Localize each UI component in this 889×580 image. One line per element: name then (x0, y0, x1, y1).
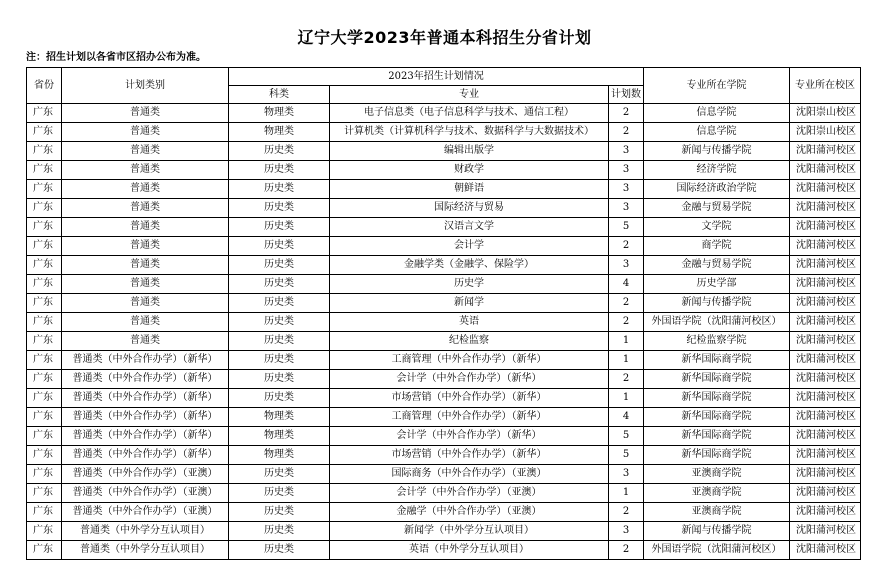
cell-subject: 历史类 (229, 351, 330, 370)
cell-subject: 历史类 (229, 161, 330, 180)
cell-campus: 沈阳蒲河校区 (790, 465, 861, 484)
cell-college: 新华国际商学院 (644, 427, 790, 446)
cell-province: 广东 (27, 541, 62, 560)
cell-campus: 沈阳蒲河校区 (790, 541, 861, 560)
cell-subject: 历史类 (229, 332, 330, 351)
table-row (27, 161, 861, 180)
table-row (27, 180, 861, 199)
cell-major: 计算机类（计算机科学与技术、数据科学与大数据技术） (330, 123, 609, 142)
cell-plan-category: 普通类（中外合作办学）（新华） (62, 446, 229, 465)
cell-province: 广东 (27, 351, 62, 370)
cell-count: 3 (609, 180, 644, 199)
cell-count: 1 (609, 332, 644, 351)
cell-province: 广东 (27, 180, 62, 199)
cell-subject: 物理类 (229, 104, 330, 123)
cell-province: 广东 (27, 123, 62, 142)
cell-college: 新闻与传播学院 (644, 294, 790, 313)
cell-college: 亚澳商学院 (644, 503, 790, 522)
table-row (27, 294, 861, 313)
header-major: 专业 (330, 86, 609, 104)
cell-count: 2 (609, 123, 644, 142)
cell-campus: 沈阳蒲河校区 (790, 522, 861, 541)
cell-province: 广东 (27, 408, 62, 427)
page-title: 辽宁大学2023年普通本科招生分省计划 (297, 28, 592, 47)
cell-plan-category: 普通类 (62, 161, 229, 180)
cell-college: 纪检监察学院 (644, 332, 790, 351)
cell-campus: 沈阳蒲河校区 (790, 180, 861, 199)
table-row (27, 351, 861, 370)
cell-campus: 沈阳蒲河校区 (790, 275, 861, 294)
table-row (27, 503, 861, 522)
cell-major: 会计学（中外合作办学）（新华） (330, 370, 609, 389)
cell-major: 编辑出版学 (330, 142, 609, 161)
cell-college: 国际经济政治学院 (644, 180, 790, 199)
cell-count: 5 (609, 218, 644, 237)
cell-plan-category: 普通类（中外学分互认项目） (62, 541, 229, 560)
cell-major: 金融学（中外合作办学）（亚澳） (330, 503, 609, 522)
cell-province: 广东 (27, 522, 62, 541)
cell-campus: 沈阳蒲河校区 (790, 332, 861, 351)
cell-count: 2 (609, 104, 644, 123)
cell-plan-category: 普通类 (62, 142, 229, 161)
cell-plan-category: 普通类（中外合作办学）（新华） (62, 408, 229, 427)
cell-province: 广东 (27, 446, 62, 465)
cell-province: 广东 (27, 294, 62, 313)
cell-province: 广东 (27, 313, 62, 332)
cell-campus: 沈阳蒲河校区 (790, 427, 861, 446)
cell-subject: 物理类 (229, 123, 330, 142)
cell-count: 3 (609, 199, 644, 218)
table-row (27, 541, 861, 560)
cell-major: 历史学 (330, 275, 609, 294)
cell-province: 广东 (27, 104, 62, 123)
cell-plan-category: 普通类 (62, 275, 229, 294)
cell-count: 2 (609, 370, 644, 389)
cell-count: 1 (609, 484, 644, 503)
cell-count: 3 (609, 522, 644, 541)
cell-province: 广东 (27, 161, 62, 180)
cell-major: 会计学（中外合作办学）（亚澳） (330, 484, 609, 503)
cell-major: 会计学（中外合作办学）（新华） (330, 427, 609, 446)
cell-campus: 沈阳蒲河校区 (790, 218, 861, 237)
cell-subject: 历史类 (229, 142, 330, 161)
cell-campus: 沈阳蒲河校区 (790, 313, 861, 332)
cell-count: 1 (609, 351, 644, 370)
cell-province: 广东 (27, 484, 62, 503)
cell-plan-category: 普通类 (62, 332, 229, 351)
cell-subject: 历史类 (229, 275, 330, 294)
cell-subject: 历史类 (229, 503, 330, 522)
cell-plan-category: 普通类 (62, 294, 229, 313)
cell-subject: 历史类 (229, 541, 330, 560)
cell-college: 金融与贸易学院 (644, 256, 790, 275)
cell-subject: 历史类 (229, 237, 330, 256)
cell-major: 国际商务（中外合作办学）（亚澳） (330, 465, 609, 484)
cell-campus: 沈阳蒲河校区 (790, 351, 861, 370)
cell-subject: 历史类 (229, 218, 330, 237)
cell-province: 广东 (27, 275, 62, 294)
cell-college: 信息学院 (644, 123, 790, 142)
cell-college: 新华国际商学院 (644, 408, 790, 427)
cell-campus: 沈阳蒲河校区 (790, 237, 861, 256)
cell-major: 汉语言文学 (330, 218, 609, 237)
cell-major: 国际经济与贸易 (330, 199, 609, 218)
cell-plan-category: 普通类（中外合作办学）（亚澳） (62, 484, 229, 503)
cell-campus: 沈阳蒲河校区 (790, 408, 861, 427)
table-row (27, 332, 861, 351)
cell-province: 广东 (27, 427, 62, 446)
header-row (27, 68, 861, 86)
note-text: 注：招生计划以各省市区招办公布为准。 (26, 52, 206, 63)
cell-major: 工商管理（中外合作办学）（新华） (330, 351, 609, 370)
cell-count: 2 (609, 237, 644, 256)
table-row (27, 237, 861, 256)
table-row (27, 389, 861, 408)
table-row (27, 218, 861, 237)
table-row (27, 275, 861, 294)
cell-campus: 沈阳蒲河校区 (790, 161, 861, 180)
cell-subject: 历史类 (229, 199, 330, 218)
cell-province: 广东 (27, 370, 62, 389)
cell-count: 4 (609, 275, 644, 294)
cell-plan-category: 普通类（中外合作办学）（新华） (62, 389, 229, 408)
cell-plan-category: 普通类 (62, 199, 229, 218)
cell-campus: 沈阳蒲河校区 (790, 142, 861, 161)
cell-count: 1 (609, 389, 644, 408)
header-province: 省份 (27, 68, 62, 104)
cell-province: 广东 (27, 465, 62, 484)
header-count: 计划数 (609, 86, 644, 104)
cell-campus: 沈阳蒲河校区 (790, 294, 861, 313)
header-subject: 科类 (229, 86, 330, 104)
cell-count: 5 (609, 446, 644, 465)
cell-province: 广东 (27, 503, 62, 522)
cell-college: 文学院 (644, 218, 790, 237)
cell-campus: 沈阳蒲河校区 (790, 199, 861, 218)
cell-college: 新闻与传播学院 (644, 522, 790, 541)
table-row (27, 522, 861, 541)
cell-count: 2 (609, 541, 644, 560)
cell-plan-category: 普通类 (62, 180, 229, 199)
cell-college: 外国语学院（沈阳蒲河校区） (644, 541, 790, 560)
cell-subject: 历史类 (229, 294, 330, 313)
cell-count: 4 (609, 408, 644, 427)
cell-count: 3 (609, 161, 644, 180)
cell-college: 新华国际商学院 (644, 389, 790, 408)
cell-count: 2 (609, 313, 644, 332)
cell-college: 商学院 (644, 237, 790, 256)
cell-college: 亚澳商学院 (644, 465, 790, 484)
cell-plan-category: 普通类（中外合作办学）（新华） (62, 370, 229, 389)
cell-count: 3 (609, 142, 644, 161)
cell-province: 广东 (27, 142, 62, 161)
cell-count: 5 (609, 427, 644, 446)
table-row (27, 142, 861, 161)
cell-college: 经济学院 (644, 161, 790, 180)
cell-major: 新闻学 (330, 294, 609, 313)
cell-subject: 历史类 (229, 484, 330, 503)
table-header (27, 68, 861, 104)
table-row (27, 256, 861, 275)
cell-college: 外国语学院（沈阳蒲河校区） (644, 313, 790, 332)
cell-subject: 物理类 (229, 427, 330, 446)
cell-province: 广东 (27, 256, 62, 275)
cell-plan-category: 普通类 (62, 256, 229, 275)
table-row (27, 465, 861, 484)
table-row (27, 123, 861, 142)
cell-subject: 历史类 (229, 313, 330, 332)
cell-province: 广东 (27, 199, 62, 218)
cell-plan-category: 普通类（中外合作办学）（亚澳） (62, 465, 229, 484)
cell-major: 会计学 (330, 237, 609, 256)
cell-count: 3 (609, 256, 644, 275)
cell-subject: 历史类 (229, 389, 330, 408)
cell-plan-category: 普通类 (62, 237, 229, 256)
cell-campus: 沈阳蒲河校区 (790, 370, 861, 389)
cell-plan-category: 普通类（中外学分互认项目） (62, 522, 229, 541)
cell-plan-category: 普通类 (62, 123, 229, 142)
header-plan-group: 2023年招生计划情况 (229, 68, 644, 86)
cell-major: 纪检监察 (330, 332, 609, 351)
cell-college: 新华国际商学院 (644, 446, 790, 465)
cell-province: 广东 (27, 389, 62, 408)
table-row (27, 484, 861, 503)
header-campus: 专业所在校区 (790, 68, 861, 104)
cell-plan-category: 普通类 (62, 104, 229, 123)
table-body (27, 104, 861, 560)
header-college: 专业所在学院 (644, 68, 790, 104)
cell-major: 市场营销（中外合作办学）（新华） (330, 446, 609, 465)
cell-major: 工商管理（中外合作办学）（新华） (330, 408, 609, 427)
cell-plan-category: 普通类（中外合作办学）（新华） (62, 351, 229, 370)
cell-major: 朝鲜语 (330, 180, 609, 199)
cell-province: 广东 (27, 218, 62, 237)
cell-college: 亚澳商学院 (644, 484, 790, 503)
cell-major: 财政学 (330, 161, 609, 180)
cell-province: 广东 (27, 237, 62, 256)
cell-campus: 沈阳蒲河校区 (790, 256, 861, 275)
cell-major: 电子信息类（电子信息科学与技术、通信工程） (330, 104, 609, 123)
table-row (27, 104, 861, 123)
cell-major: 英语（中外学分互认项目） (330, 541, 609, 560)
cell-subject: 历史类 (229, 256, 330, 275)
table-row (27, 408, 861, 427)
cell-college: 新闻与传播学院 (644, 142, 790, 161)
cell-subject: 物理类 (229, 408, 330, 427)
cell-campus: 沈阳蒲河校区 (790, 484, 861, 503)
cell-count: 2 (609, 294, 644, 313)
cell-major: 英语 (330, 313, 609, 332)
cell-plan-category: 普通类 (62, 218, 229, 237)
header-plan-category: 计划类别 (62, 68, 229, 104)
cell-college: 历史学部 (644, 275, 790, 294)
cell-subject: 历史类 (229, 465, 330, 484)
cell-subject: 历史类 (229, 370, 330, 389)
cell-campus: 沈阳蒲河校区 (790, 446, 861, 465)
table-row (27, 446, 861, 465)
cell-college: 金融与贸易学院 (644, 199, 790, 218)
table-row (27, 313, 861, 332)
cell-plan-category: 普通类（中外合作办学）（新华） (62, 427, 229, 446)
cell-campus: 沈阳蒲河校区 (790, 503, 861, 522)
cell-major: 金融学类（金融学、保险学） (330, 256, 609, 275)
cell-campus: 沈阳崇山校区 (790, 104, 861, 123)
table-row (27, 199, 861, 218)
cell-college: 新华国际商学院 (644, 351, 790, 370)
cell-major: 市场营销（中外合作办学）（新华） (330, 389, 609, 408)
cell-major: 新闻学（中外学分互认项目） (330, 522, 609, 541)
cell-college: 信息学院 (644, 104, 790, 123)
cell-count: 2 (609, 503, 644, 522)
table-row (27, 370, 861, 389)
cell-subject: 物理类 (229, 446, 330, 465)
cell-plan-category: 普通类（中外合作办学）（亚澳） (62, 503, 229, 522)
cell-college: 新华国际商学院 (644, 370, 790, 389)
cell-campus: 沈阳崇山校区 (790, 123, 861, 142)
cell-count: 3 (609, 465, 644, 484)
cell-subject: 历史类 (229, 522, 330, 541)
cell-plan-category: 普通类 (62, 313, 229, 332)
table-row (27, 427, 861, 446)
cell-subject: 历史类 (229, 180, 330, 199)
cell-province: 广东 (27, 332, 62, 351)
cell-campus: 沈阳蒲河校区 (790, 389, 861, 408)
enrollment-plan-table (26, 67, 861, 560)
